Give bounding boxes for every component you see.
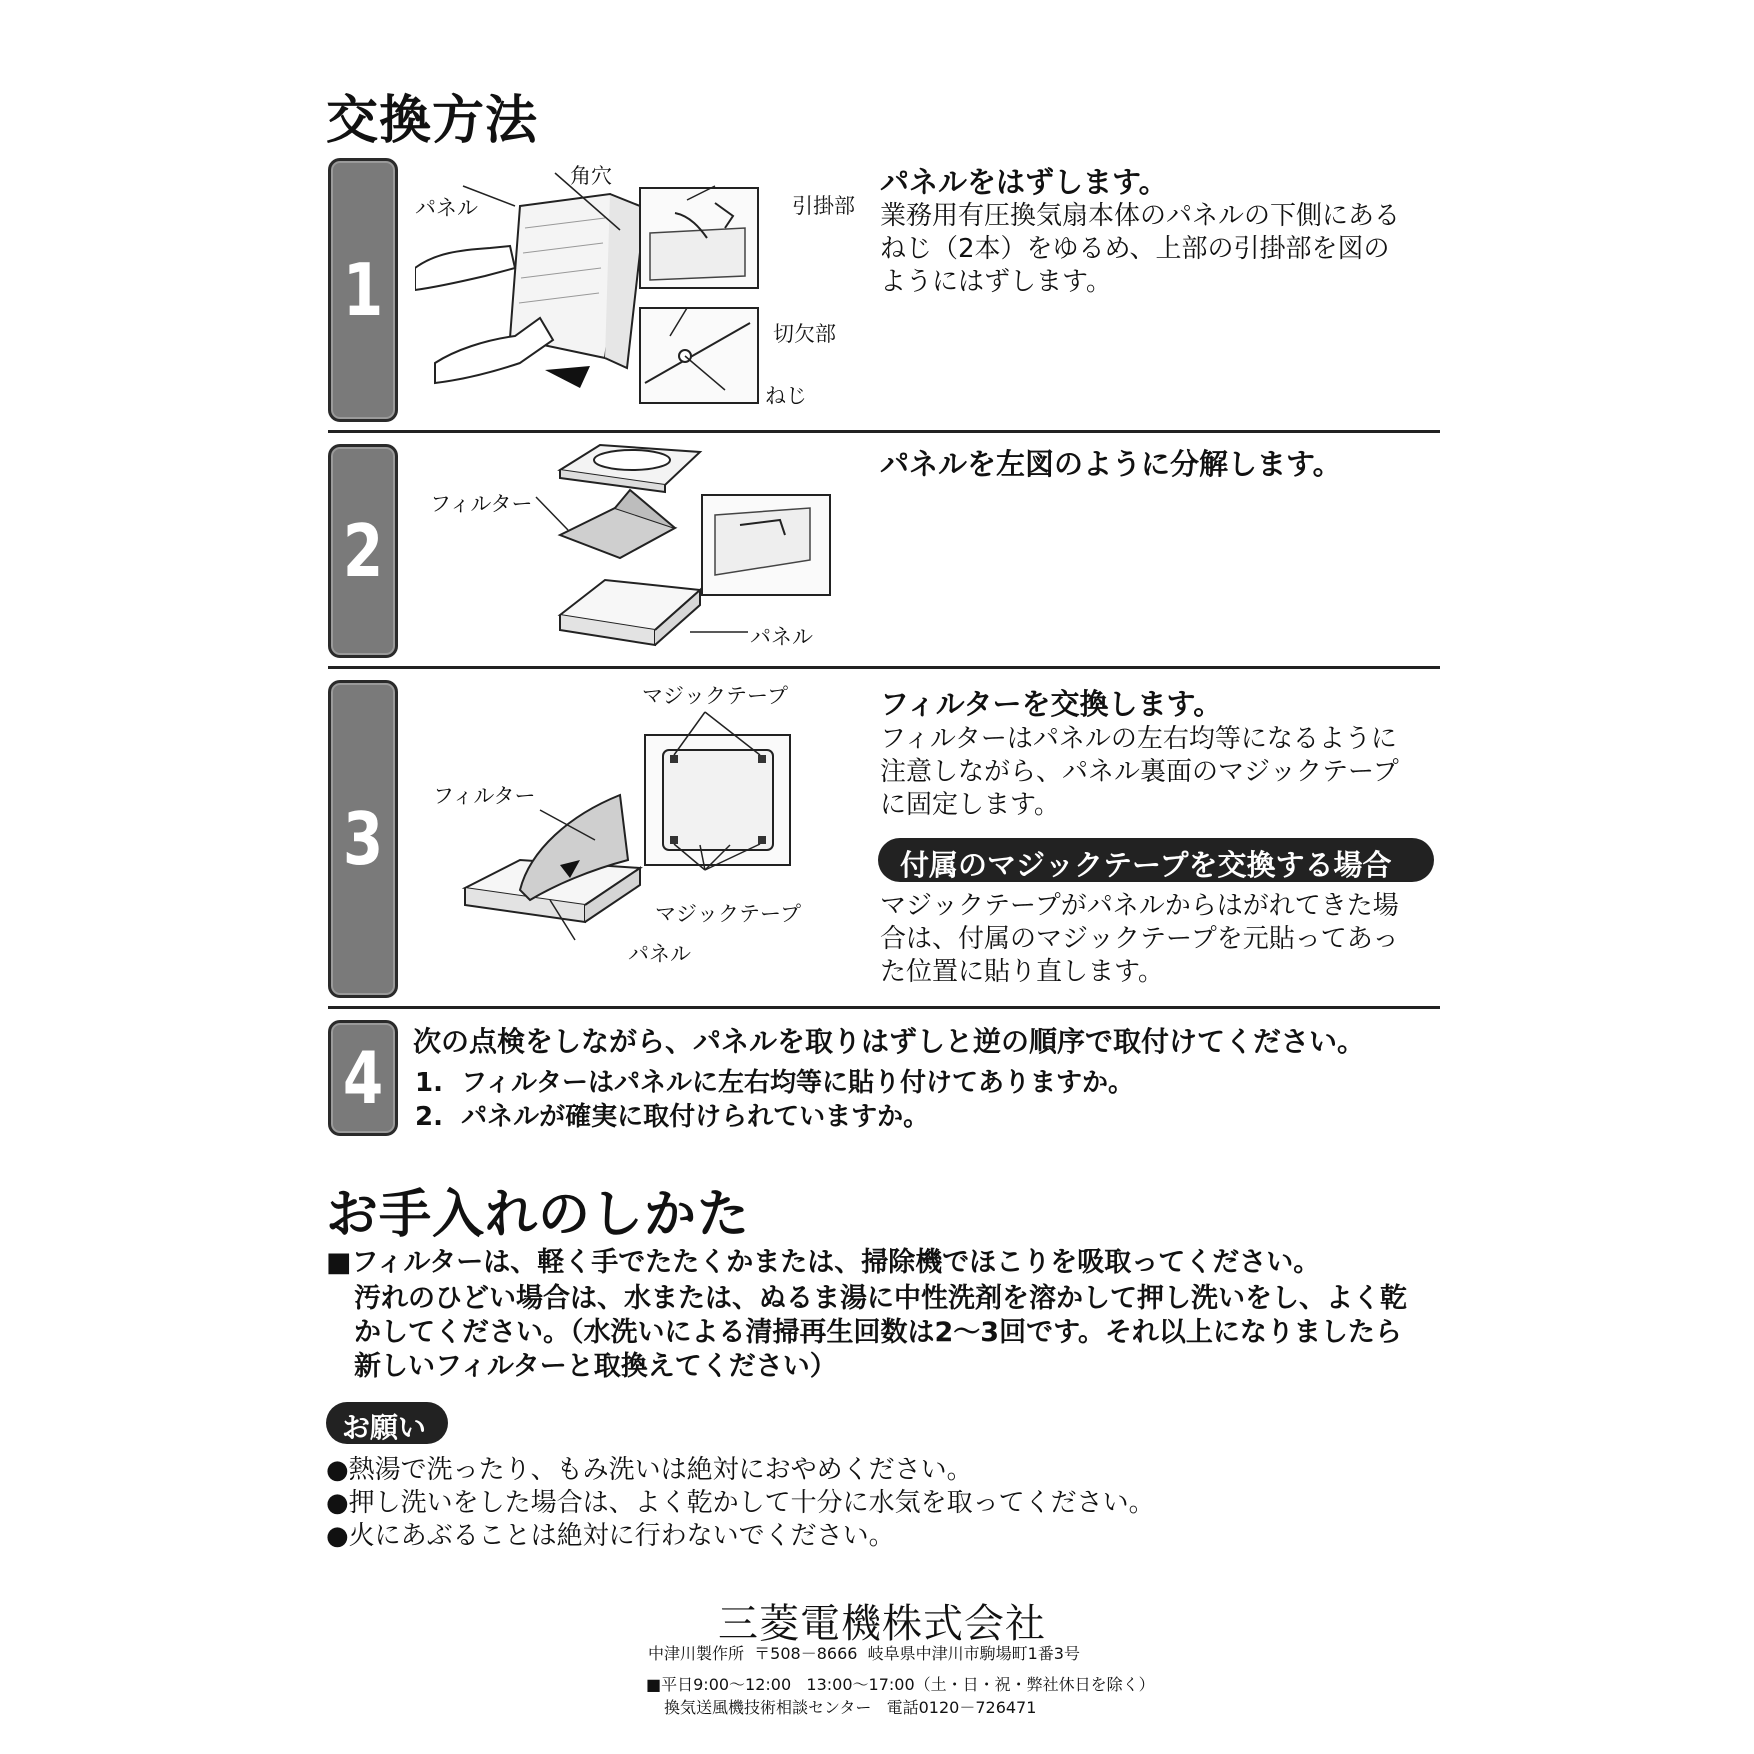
label-tape-top: マジックテープ xyxy=(642,684,788,708)
label-filter-2: フィルター xyxy=(430,492,533,516)
label-panel-3: パネル xyxy=(628,942,691,966)
footer-center: 換気送風機技術相談センター 電話0120－726471 xyxy=(664,1698,1037,1717)
step-1-body-line-1: 業務用有圧換気扇本体のパネルの下側にある xyxy=(880,201,1401,231)
step-2-badge xyxy=(328,444,398,658)
step-1-badge xyxy=(328,158,398,422)
request-item-3: ●火にあぶることは絶対に行わないでください。 xyxy=(326,1521,895,1551)
step-4-item-2: 2. パネルが確実に取付けられていますか。 xyxy=(415,1102,930,1132)
step-1-body-line-2: ねじ（2本）をゆるめ、上部の引掛部を図の xyxy=(880,234,1390,264)
footer-hours: ■平日9:00～12:00 13:00～17:00（土・日・祝・弊社休日を除く） xyxy=(646,1675,1155,1694)
label-hikikake: 引掛部 xyxy=(792,194,855,218)
label-kakuana: 角穴 xyxy=(570,164,612,188)
step-3-title: フィルターを交換します。 xyxy=(880,687,1223,721)
step-3-body-line-3: に固定します。 xyxy=(880,790,1060,820)
step-4-number: 4 xyxy=(342,1035,384,1121)
label-panel-2: パネル xyxy=(750,625,813,649)
step-3-subhead-text: 付属のマジックテープを交換する場合 xyxy=(900,848,1392,882)
step-3-subhead xyxy=(878,838,1434,882)
step-2-number: 2 xyxy=(342,508,384,594)
step-3-number: 3 xyxy=(342,796,384,882)
care-title: お手入れのしかた xyxy=(326,1185,751,1245)
step-1-body-line-3: ようにはずします。 xyxy=(880,267,1112,297)
request-badge-text: お願い xyxy=(342,1411,427,1444)
request-item-1: ●熱湯で洗ったり、もみ洗いは絶対におやめください。 xyxy=(326,1455,973,1485)
step-1-number: 1 xyxy=(342,247,384,333)
step-3-body-line-1: フィルターはパネルの左右均等になるように xyxy=(880,724,1397,754)
care-line-3: 新しいフィルターと取換えてください） xyxy=(354,1351,837,1382)
footer-address: 中津川製作所 〒508－8666 岐阜県中津川市駒場町1番3号 xyxy=(648,1644,1080,1663)
divider-2 xyxy=(328,666,1440,669)
care-line-1: 汚れのひどい場合は、水または、ぬるま湯に中性洗剤を溶かして押し洗いをし、よく乾 xyxy=(354,1283,1407,1314)
step-1-title: パネルをはずします。 xyxy=(880,165,1168,199)
step-3-subbody-line-1: マジックテープがパネルからはがれてきた場 xyxy=(880,891,1399,921)
step-3-subbody-line-3: た位置に貼り直します。 xyxy=(880,957,1164,987)
divider-1 xyxy=(328,430,1440,433)
label-panel-1: パネル xyxy=(415,196,478,220)
step-3-body-line-2: 注意しながら、パネル裏面のマジックテープ xyxy=(880,757,1399,787)
label-kirikaki: 切欠部 xyxy=(773,322,836,346)
step-3-subbody-line-2: 合は、付属のマジックテープを元貼ってあっ xyxy=(880,924,1399,954)
step-2-title: パネルを左図のように分解します。 xyxy=(880,447,1342,481)
company-name: 三菱電機株式会社 xyxy=(718,1601,1046,1647)
page-title: 交換方法 xyxy=(326,91,539,151)
step-4-item-1: 1. フィルターはパネルに左右均等に貼り付けてありますか。 xyxy=(415,1068,1134,1098)
divider-3 xyxy=(328,1006,1440,1009)
care-lead: ■フィルターは、軽く手でたたくかまたは、掃除機でほこりを吸取ってください。 xyxy=(326,1247,1321,1278)
step-4-title: 次の点検をしながら、パネルを取りはずしと逆の順序で取付けてください。 xyxy=(413,1025,1366,1058)
step-1-illustration xyxy=(415,158,855,413)
label-filter-3: フィルター xyxy=(433,784,536,808)
care-line-2: かしてください。（水洗いによる清掃再生回数は2～3回です。それ以上になりましたら xyxy=(354,1317,1402,1348)
label-tape-bottom: マジックテープ xyxy=(655,902,801,926)
step-3-badge xyxy=(328,680,398,998)
request-item-2: ●押し洗いをした場合は、よく乾かして十分に水気を取ってください。 xyxy=(326,1488,1155,1518)
request-badge xyxy=(326,1402,448,1444)
step-4-badge xyxy=(328,1020,398,1136)
label-neji: ねじ xyxy=(765,384,807,408)
